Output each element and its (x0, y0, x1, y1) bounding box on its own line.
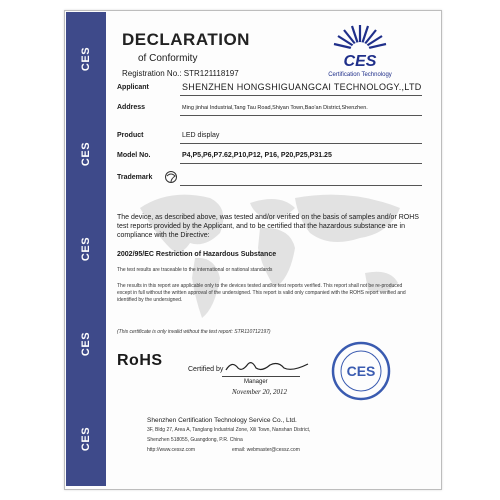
traceable-note: The test results are traceable to the international or national standards (117, 267, 273, 273)
manager-label: Manager (244, 379, 268, 385)
footer-company: Shenzhen Certification Technology Service Co., Ltd. (147, 417, 297, 424)
signature-date: November 20, 2012 (232, 388, 288, 396)
directive-title: 2002/95/EC Restriction of Hazardous Substance (117, 251, 277, 258)
sidebar-label: CES (80, 426, 92, 451)
logo-text: CES (343, 53, 377, 70)
signature-line (222, 376, 300, 377)
sidebar-label: CES (80, 47, 92, 72)
address-label: Address (117, 104, 146, 111)
validity-note: (This certificate is only invalid without the test report: STR110712197) (117, 329, 271, 335)
body-paragraph: The device, as described above, was tested and/or verified on the basis of samples and/or ROHS test reports provided by the Applicant, and to be certified that the hazardous substance are in compliance with the Directive: (117, 214, 419, 239)
address-value: Ming jinhai Industrial,Tang Tau Road,Shiyan Town,Bao'an District,Shenzhen. (182, 105, 368, 111)
ces-logo-icon (300, 22, 420, 80)
ces-stamp-icon (330, 340, 392, 402)
applicant-value: SHENZHEN HONGSHIGUANGCAI TECHNOLOGY.,LTD (182, 82, 422, 92)
divider (180, 95, 422, 96)
page-title: DECLARATION (122, 30, 250, 49)
product-value: LED display (182, 132, 220, 139)
logo-caption: Certification Technology (328, 72, 392, 78)
stamp-text: CES (346, 363, 376, 379)
sidebar-label: CES (80, 236, 92, 262)
rohs-mark: RoHS (117, 352, 163, 369)
results-note: The results in this report are applicable only to the devices tested and/or test reports verified. This report shall not be re-produced except in full without the written approval of the undersigned. This report is valid only companied with the ROHS report verified and identified by the undersigned. (117, 283, 406, 303)
divider (180, 115, 422, 116)
sidebar-label: CES (80, 331, 92, 356)
model-value: P4,P5,P6,P7.62,P10,P12, P16, P20,P25,P31.25 (182, 152, 332, 159)
footer-website[interactable]: http://www.cessz.com (147, 447, 196, 453)
divider (180, 143, 422, 144)
footer-address-2: Shenzhen 518055, Guangdong, P.R. China (147, 437, 243, 443)
page-subtitle: of Conformity (138, 53, 198, 64)
applicant-label: Applicant (117, 84, 149, 91)
trademark-label: Trademark (117, 174, 153, 181)
divider (180, 163, 422, 164)
signature-icon (222, 356, 312, 378)
footer-address-1: 3F, Bldg 27, Area A, Tanglang Industrial Zone, Xili Town, Nanshan District, (147, 427, 311, 433)
footer-email[interactable]: email: webmaster@cessz.com (232, 447, 300, 453)
sidebar-label: CES (80, 142, 92, 167)
registration-number: Registration No.: STR121118197 (122, 69, 239, 78)
sidebar-strip (66, 12, 106, 486)
model-label: Model No. (117, 152, 151, 159)
product-label: Product (117, 132, 144, 139)
certified-by-label: Certified by (188, 366, 224, 373)
